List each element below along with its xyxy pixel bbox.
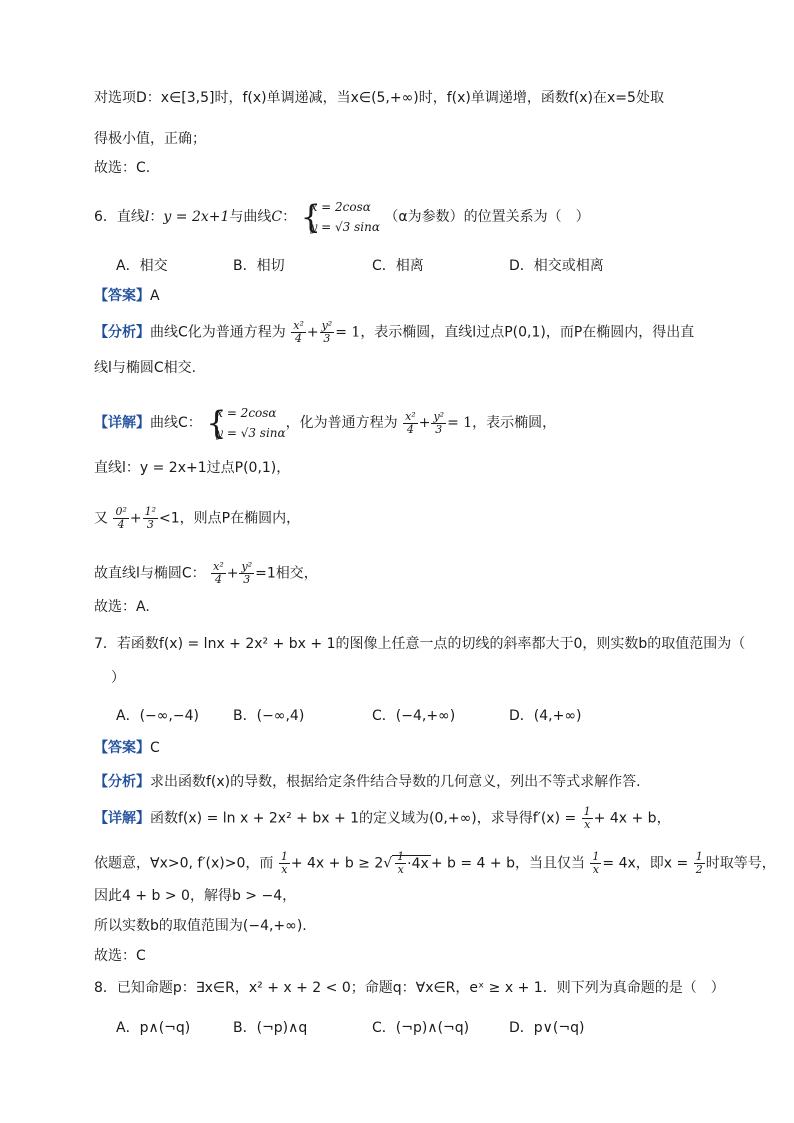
q6-l: l <box>144 209 150 225</box>
frac-den: x <box>397 863 404 876</box>
q6-prefix: 6．直线 <box>94 209 145 225</box>
detail-text: =1相交， <box>255 565 318 582</box>
op: + <box>129 510 142 527</box>
fraction <box>113 506 128 531</box>
q6-option-b: B．相切 <box>233 258 285 274</box>
sys-row: x = 2cosα <box>310 200 371 214</box>
frac-num: 1 <box>695 850 703 863</box>
fraction <box>694 851 705 876</box>
detail-text: 依题意，∀x>0, f′(x)>0，而 <box>94 855 274 872</box>
fraction <box>395 851 406 876</box>
q6-option-d: D．相交或相离 <box>509 258 604 274</box>
fraction <box>403 411 418 436</box>
fraction <box>431 411 446 436</box>
question-8-stem: 8．已知命题p：∃x∈R，x² + x + 2 < 0；命题q：∀x∈R，eˣ ≥ x + 1．则下列为真命题的是（ ） <box>94 980 725 996</box>
q7-answer <box>94 738 160 758</box>
analysis-tag: 【分析】 <box>94 324 150 341</box>
detail-text: + 4x + b ≥ 2 <box>290 855 384 872</box>
brace: { <box>206 404 227 442</box>
frac-num: 1² <box>144 505 157 518</box>
op: + <box>226 565 239 582</box>
q8-option-d: D．p∨(¬q) <box>509 1020 585 1036</box>
frac-den: 4 <box>214 573 222 586</box>
q6-option-c: C．相离 <box>372 258 424 274</box>
frac-num: 1 <box>280 850 288 863</box>
analysis-text: ，表示椭圆，直线l过点P(0,1)，而P在椭圆内，得出直 <box>360 324 695 341</box>
q7-analysis <box>94 772 641 792</box>
fraction <box>320 320 335 345</box>
frac-num: 1 <box>397 850 405 863</box>
analysis-text: 求出函数f(x)的导数，根据给定条件结合导数的几何意义，列出不等式求解作答. <box>150 774 641 790</box>
q6-option-a: A．相交 <box>116 258 168 274</box>
q6-line-eq: y = 2x+1 <box>163 209 230 225</box>
fraction <box>143 506 158 531</box>
op: = 1 <box>335 324 361 341</box>
frac-den: x <box>592 863 600 876</box>
q7-choose: 故选：C <box>94 948 146 964</box>
analysis-text: 曲线C化为普通方程为 <box>150 324 286 341</box>
frac-num: x² <box>405 409 416 423</box>
question-7-stem: 7．若函数f(x) = lnx + 2x² + bx + 1的图像上任意一点的切线的斜率都大于0，则实数b的取值范围为（ <box>94 636 746 652</box>
q6-detail-line-4 <box>94 561 318 586</box>
q6-analysis-line-2: 线l与椭圆C相交. <box>94 360 197 376</box>
answer-value: A <box>150 288 160 304</box>
q6-analysis-line-1 <box>94 320 694 345</box>
q6-colon2: ： <box>282 209 297 225</box>
answer-tag: 【答案】 <box>94 740 150 756</box>
frac-den: 3 <box>323 332 331 345</box>
q7-detail-line-2 <box>94 851 776 876</box>
fraction <box>279 851 290 876</box>
q6-C: C <box>271 209 283 225</box>
sqrt-text: ·4x <box>407 855 429 872</box>
question-6-stem <box>94 197 590 237</box>
detail-text: = 4x，即x = <box>602 855 689 872</box>
fraction <box>239 561 254 586</box>
analysis-tag: 【分析】 <box>94 774 150 790</box>
frac-den: 3 <box>146 518 154 531</box>
q7-option-c: C．(−4,+∞) <box>372 708 456 724</box>
detail-text: 函数f(x) = ln x + 2x² + bx + 1的定义域为(0,+∞)，求导得f′(x) = <box>150 810 577 827</box>
detail-text: 故直线l与椭圆C： <box>94 565 206 582</box>
op: + <box>306 324 319 341</box>
frac-num: x² <box>293 319 304 332</box>
frac-den: 4 <box>295 332 303 345</box>
q6-colon: ： <box>149 209 164 225</box>
q6-answer <box>94 286 160 306</box>
q6-choose: 故选：A. <box>94 599 150 615</box>
q7-option-b: B．(−∞,4) <box>233 708 305 724</box>
q7-detail-line-1 <box>94 806 671 831</box>
q6-param-system <box>301 197 380 237</box>
q7-detail-line-3: 因此4 + b > 0，解得b > −4， <box>94 888 297 904</box>
q7-detail-line-4: 所以实数b的取值范围为(−4,+∞). <box>94 918 307 934</box>
fraction <box>590 851 601 876</box>
frac-den: 4 <box>406 422 414 436</box>
q8-option-a: A．p∧(¬q) <box>116 1020 191 1036</box>
answer-value: C <box>150 740 160 756</box>
frac-den: 2 <box>695 863 703 876</box>
detail-text: 曲线C： <box>150 415 202 431</box>
question-7-stem-cont: ） <box>111 670 125 686</box>
frac-num: 0² <box>115 505 127 518</box>
q6-mid: 与曲线 <box>229 209 272 225</box>
q6-detail-line-1 <box>94 403 556 443</box>
sys-row: y = √3 sinα <box>216 426 286 440</box>
detail-text: ，化为普通方程为 <box>285 415 398 431</box>
text-line: 得极小值，正确； <box>94 131 206 147</box>
frac-num: 1 <box>583 805 591 818</box>
frac-den: x <box>584 818 591 831</box>
detail-text: + 4x + b， <box>593 810 671 827</box>
fraction <box>211 561 226 586</box>
q6-suffix: （α为参数）的位置关系为（ ） <box>384 209 590 225</box>
answer-tag: 【答案】 <box>94 288 150 304</box>
text-line: 对选项D：x∈[3,5]时，f(x)单调递减，当x∈(5,+∞)时，f(x)单调递增，函数f(x)在x=5处取 <box>94 90 664 106</box>
fraction <box>291 320 306 345</box>
fraction <box>582 806 593 831</box>
frac-den: x <box>281 863 288 876</box>
q6-detail-line-2: 直线l：y = 2x+1过点P(0,1)， <box>94 460 291 476</box>
frac-num: y² <box>433 409 445 423</box>
text-line: 故选：C. <box>94 160 151 176</box>
sys-row: x = 2cosα <box>216 406 277 420</box>
op: = 1 <box>447 415 473 431</box>
frac-num: x² <box>213 560 224 573</box>
frac-den: 3 <box>243 573 251 586</box>
detail-text: + b = 4 + b，当且仅当 <box>430 855 585 872</box>
q6-detail-line-3 <box>94 506 300 531</box>
detail-text: 又 <box>94 510 108 527</box>
detail-text: 时取等号， <box>705 855 776 872</box>
frac-num: y² <box>321 319 333 332</box>
frac-num: y² <box>241 560 253 573</box>
q6-detail-system <box>206 403 285 443</box>
q8-option-b: B．(¬p)∧q <box>233 1020 308 1036</box>
q7-option-a: A．(−∞,−4) <box>116 708 199 724</box>
detail-text: <1，则点P在椭圆内， <box>159 510 301 527</box>
frac-den: 4 <box>117 518 125 531</box>
brace: { <box>300 198 321 236</box>
sqrt-sign: √ <box>383 855 393 872</box>
frac-num: 1 <box>592 850 600 863</box>
frac-den: 3 <box>435 422 443 436</box>
detail-tag: 【详解】 <box>94 415 150 431</box>
q7-option-d: D．(4,+∞) <box>509 708 582 724</box>
op: + <box>418 415 431 431</box>
sys-row: y = √3 sinα <box>310 220 380 234</box>
detail-tag: 【详解】 <box>94 810 150 827</box>
detail-text: ，表示椭圆， <box>472 415 557 431</box>
q8-option-c: C．(¬p)∧(¬q) <box>372 1020 470 1036</box>
sqrt-body <box>392 850 431 876</box>
